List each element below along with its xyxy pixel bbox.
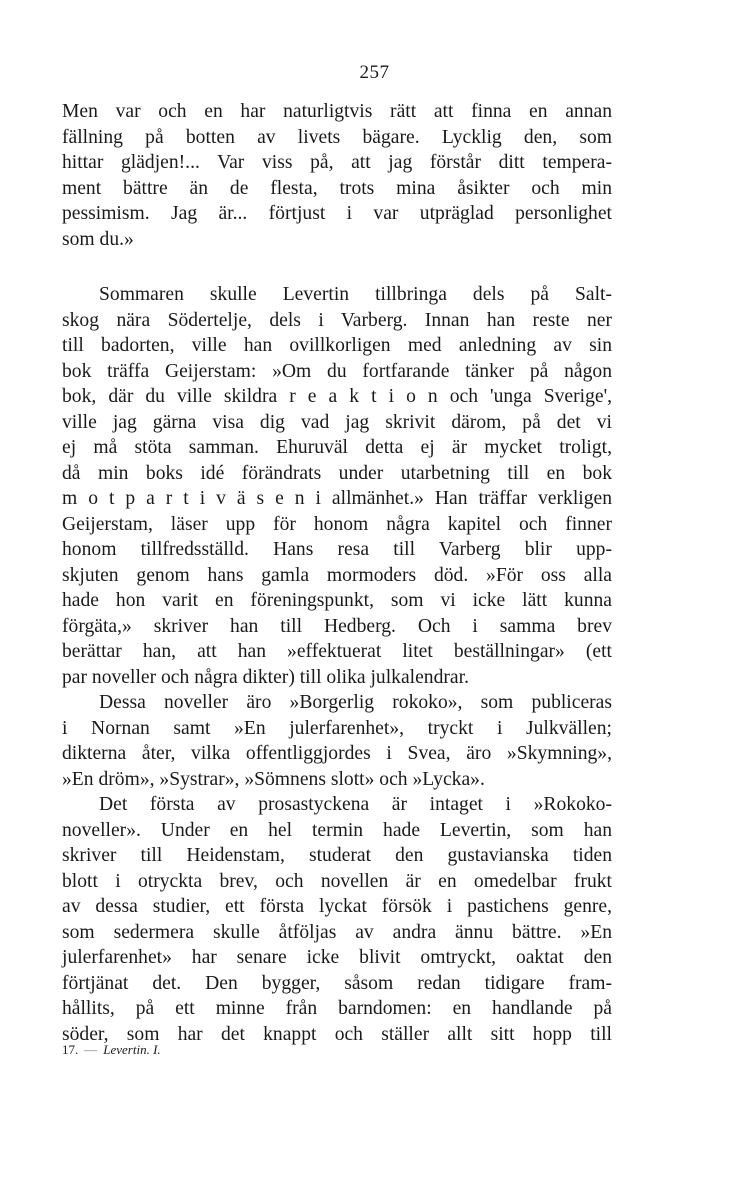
text-line: då min boks idé förändrats under utarbetning till en bok bbox=[62, 462, 612, 484]
text-line: som sedermera skulle åtföljas av andra ännu bättre. »En bbox=[62, 921, 612, 943]
text-line: fällning på botten av livets bägare. Lycklig den, som bbox=[62, 126, 612, 148]
text-line: julerfarenhet» har senare icke blivit omtryckt, oaktat den bbox=[62, 947, 612, 968]
text-line: Det första av prosastyckena är intaget i »Rokoko- bbox=[99, 794, 612, 815]
page-number: 257 bbox=[359, 62, 390, 83]
text-line: Geijerstam, läser upp för honom några kapitel och finner bbox=[62, 513, 612, 535]
text-line: förtjänat det. Den bygger, såsom redan tidigare fram- bbox=[62, 972, 612, 994]
text-line: ville jag gärna visa dig vad jag skrivit därom, på det vi bbox=[62, 411, 612, 433]
text-line: bok, där du ville skildra r e a k t i o n och 'unga Sverige', bbox=[62, 386, 612, 407]
text-line: av dessa studier, ett första lyckat försök i pastichens genre, bbox=[62, 896, 612, 917]
paragraph-2 bbox=[62, 282, 612, 1047]
signature-mark bbox=[62, 1042, 161, 1058]
signature-dash: — bbox=[84, 1042, 98, 1057]
text-line: förgäta,» skriver han till Hedberg. Och i samma brev bbox=[62, 615, 612, 637]
text-line: hållits, på ett minne från barndomen: en handlande på bbox=[62, 998, 612, 1019]
text-line: noveller». Under en hel termin hade Levertin, som han bbox=[62, 819, 612, 841]
text-line: ment bättre än de flesta, trots mina åsikter och min bbox=[62, 177, 612, 199]
text-line: hade hon varit en föreningspunkt, som vi icke lätt kunna bbox=[62, 590, 612, 611]
text-line: skjuten genom hans gamla mormoders död. »För oss alla bbox=[62, 564, 612, 586]
text-line: honom tillfredsställd. Hans resa till Varberg blir upp- bbox=[62, 539, 612, 560]
signature-number: 17. bbox=[62, 1042, 79, 1057]
text-line: hittar glädjen!... Var viss på, att jag förstår ditt tempera- bbox=[62, 152, 612, 173]
text-line: ej må stöta samman. Ehuruväl detta ej är mycket troligt, bbox=[62, 437, 612, 458]
text-line: skriver till Heidenstam, studerat den gustavianska tiden bbox=[62, 845, 612, 866]
text-line: Dessa noveller äro »Borgerlig rokoko», som publiceras bbox=[99, 692, 612, 713]
text-line: »En dröm», »Systrar», »Sömnens slott» och »Lycka». bbox=[62, 768, 485, 790]
text-line: till badorten, ville han ovillkorligen med anledning av sin bbox=[62, 335, 612, 356]
signature-title: Levertin. I. bbox=[103, 1042, 161, 1057]
text-line: bok träffa Geijerstam: »Om du fortfarande tänker på någon bbox=[62, 360, 612, 382]
text-line: blott i otryckta brev, och novellen är en omedelbar frukt bbox=[62, 870, 612, 892]
text-line: m o t p a r t i v ä s e n i allmänhet.» Han träffar verkligen bbox=[62, 488, 612, 509]
text-line: söder, som har det knappt och ställer allt sitt hopp till bbox=[62, 1023, 612, 1045]
text-line: berättar han, att han »effektuerat litet beställningar» (ett bbox=[62, 641, 612, 662]
text-line: i Nornan samt »En julerfarenhet», tryckt i Julkvällen; bbox=[62, 717, 612, 739]
text-line: som du.» bbox=[62, 228, 134, 250]
text-line: skog nära Södertelje, dels i Varberg. Innan han reste ner bbox=[62, 309, 612, 331]
text-line: Sommaren skulle Levertin tillbringa dels på Salt- bbox=[99, 284, 612, 305]
paragraph-1 bbox=[62, 99, 612, 252]
text-line: pessimism. Jag är... förtjust i var utpräglad personlighet bbox=[62, 203, 612, 224]
text-line: Men var och en har naturligtvis rätt att finna en annan bbox=[62, 101, 612, 122]
text-line: dikterna åter, vilka offentliggjordes i Svea, äro »Skymning», bbox=[62, 743, 612, 764]
text-line: par noveller och några dikter) till olika julkalendrar. bbox=[62, 666, 469, 688]
